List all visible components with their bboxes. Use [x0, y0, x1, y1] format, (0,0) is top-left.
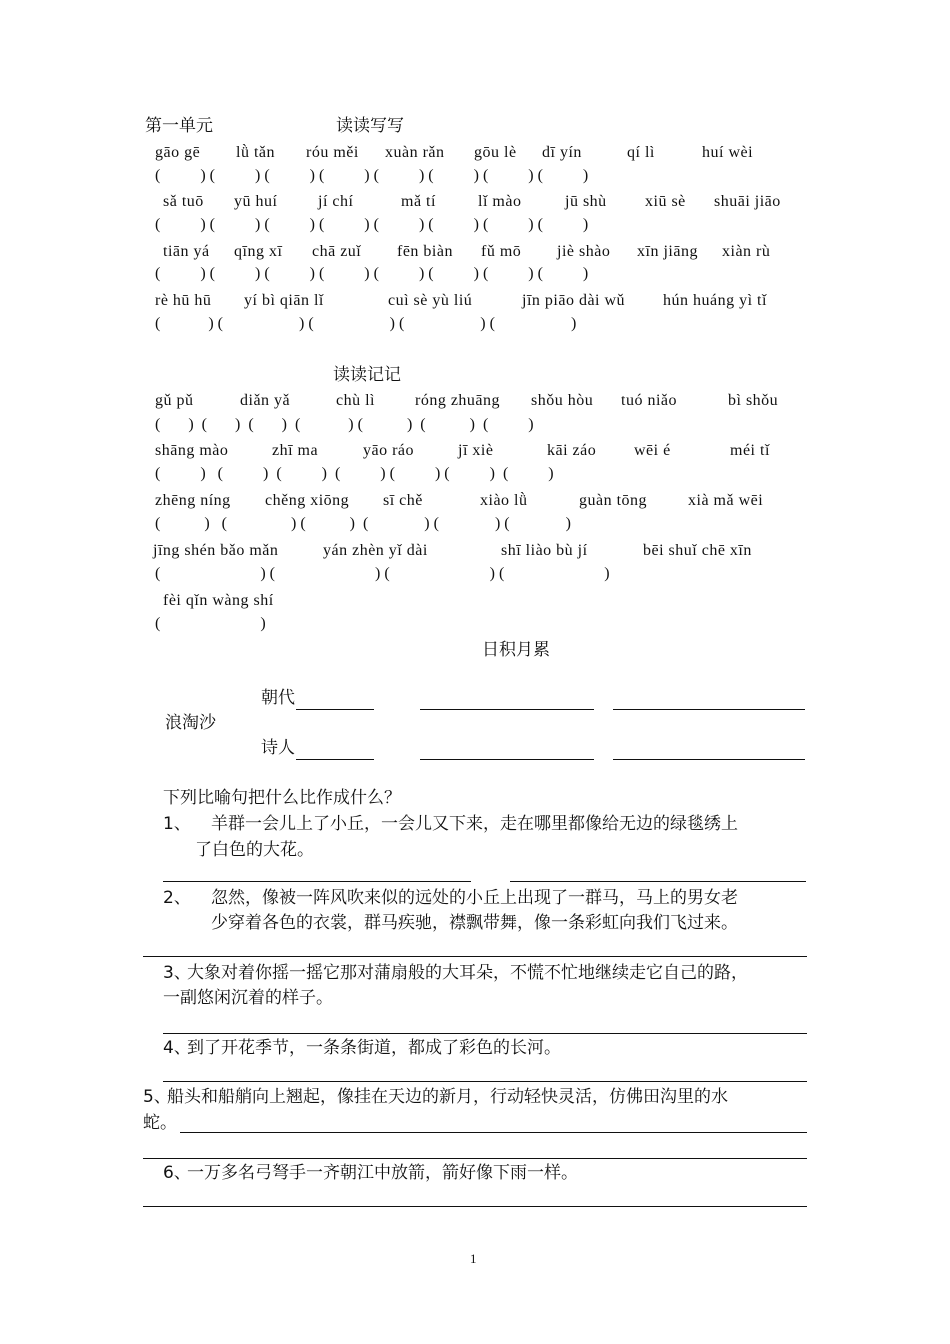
pinyin-item: yāo ráo [363, 442, 415, 459]
dynasty-label: 朝代 [261, 688, 295, 708]
pinyin-item: tiān yá [163, 243, 210, 260]
pinyin-item: shī liào bù jí [501, 542, 588, 559]
answer-line[interactable] [143, 956, 807, 957]
pinyin-item: xuàn rǎn [385, 144, 445, 161]
pinyin-item: xiū sè [645, 193, 686, 210]
pinyin-item: xiàn rù [722, 243, 771, 260]
item-number: 1、 [163, 814, 191, 834]
item-number: 6、 [163, 1163, 191, 1183]
poet-blank[interactable] [613, 759, 805, 760]
pinyin-item: kāi záo [547, 442, 597, 459]
dynasty-blank[interactable] [296, 709, 374, 710]
item-text: 了白色的大花。 [195, 840, 314, 860]
pinyin-item: diǎn yǎ [240, 392, 291, 409]
pinyin-item: jī xiè [458, 442, 494, 459]
pinyin-item: jīn piāo dài wǔ [522, 292, 626, 309]
answer-brackets[interactable]: ( ) ( ) ( ) ( ) ( ) ( ) ( ) [155, 416, 534, 433]
pinyin-item: yán zhèn yǐ dài [323, 542, 428, 559]
pinyin-item: zhēng níng [155, 492, 231, 509]
answer-brackets[interactable]: ( ) ( ) ( ) ( ) ( ) [155, 315, 577, 332]
answer-line[interactable] [180, 1132, 807, 1133]
answer-line[interactable] [143, 1158, 807, 1159]
pinyin-item: rè hū hū [155, 292, 212, 309]
poem-name: 浪淘沙 [165, 713, 216, 733]
unit-title: 第一单元 [145, 116, 213, 136]
pinyin-item: cuì sè yù liú [388, 292, 473, 309]
pinyin-item: qí lì [627, 144, 655, 161]
dynasty-blank[interactable] [613, 709, 805, 710]
answer-line[interactable] [163, 1081, 807, 1082]
item-text: 到了开花季节，一条条街道，都成了彩色的长河。 [187, 1038, 561, 1058]
pinyin-item: dī yín [542, 144, 582, 161]
pinyin-item: róng zhuāng [415, 392, 501, 409]
answer-brackets[interactable]: ( ) ( ) ( ) ( ) ( ) ( ) ( ) [155, 465, 554, 482]
answer-line[interactable] [163, 1033, 807, 1034]
pinyin-item: shāng mào [155, 442, 229, 459]
answer-brackets[interactable]: ( ) ( ) ( ) ( ) ( ) ( ) [155, 515, 571, 532]
page-number: 1 [470, 1251, 477, 1266]
pinyin-item: qīng xī [234, 243, 283, 260]
pinyin-item: gǔ pǔ [155, 392, 194, 409]
pinyin-item: chā zuǐ [312, 243, 362, 260]
pinyin-item: hún huáng yì tǐ [663, 292, 767, 309]
pinyin-item: jū shù [565, 193, 607, 210]
section-accumulate: 日积月累 [482, 640, 550, 660]
answer-brackets[interactable]: ( ) ( ) ( ) ( ) ( ) ( ) ( ) ( ) [155, 265, 589, 282]
answer-brackets[interactable]: ( ) [155, 615, 266, 632]
item-text: 船头和船艄向上翘起，像挂在天边的新月，行动轻快灵活，仿佛田沟里的水 [167, 1087, 728, 1107]
pinyin-item: wēi é [634, 442, 671, 459]
pinyin-item: mǎ tí [401, 193, 436, 210]
pinyin-item: shǒu hòu [531, 392, 594, 409]
pinyin-item: lǐ mào [478, 193, 522, 210]
pinyin-item: jí chí [318, 193, 354, 210]
pinyin-item: chù lì [336, 392, 375, 409]
poet-blank[interactable] [420, 759, 594, 760]
pinyin-item: chěng xiōng [265, 492, 350, 509]
item-text: 大象对着你摇一摇它那对蒲扇般的大耳朵，不慌不忙地继续走它自己的路， [187, 963, 748, 983]
poet-label: 诗人 [261, 738, 295, 758]
pinyin-item: méi tǐ [730, 442, 770, 459]
pinyin-item: fǔ mō [481, 243, 522, 260]
pinyin-item: fēn biàn [397, 243, 453, 260]
section-read-write: 读读写写 [336, 116, 404, 136]
pinyin-item: bì shǒu [728, 392, 779, 409]
pinyin-item: gāo gē [155, 144, 201, 161]
pinyin-item: yū huí [234, 193, 278, 210]
item-text: 忽然，像被一阵风吹来似的远处的小丘上出现了一群马，马上的男女老 [211, 888, 738, 908]
pinyin-item: gōu lè [474, 144, 517, 161]
pinyin-item: sǎ tuō [163, 193, 204, 210]
pinyin-item: xià mǎ wēi [688, 492, 764, 509]
pinyin-item: sī chě [383, 492, 423, 509]
pinyin-item: zhī ma [272, 442, 319, 459]
section-read-remember: 读读记记 [333, 365, 401, 385]
pinyin-item: bēi shuǐ chē xīn [643, 542, 752, 559]
answer-brackets[interactable]: ( ) ( ) ( ) ( ) [155, 565, 610, 582]
simile-question: 下列比喻句把什么比作成什么？ [163, 788, 401, 808]
answer-line[interactable] [143, 1206, 807, 1207]
item-number: 3、 [163, 963, 191, 983]
item-text: 羊群一会儿上了小丘，一会儿又下来，走在哪里都像给无边的绿毯绣上 [211, 814, 738, 834]
item-text: 蛇。 [143, 1113, 177, 1133]
item-text: 一万多名弓弩手一齐朝江中放箭，箭好像下雨一样。 [187, 1163, 578, 1183]
item-text: 少穿着各色的衣裳，群马疾驰，襟飘带舞，像一条彩虹向我们飞过来。 [211, 913, 738, 933]
pinyin-item: huí wèi [702, 144, 754, 161]
dynasty-blank[interactable] [420, 709, 594, 710]
item-number: 2、 [163, 888, 191, 908]
item-number: 4、 [163, 1038, 191, 1058]
pinyin-item: xiào lǜ [480, 492, 528, 509]
pinyin-item: guàn tōng [579, 492, 648, 509]
poet-blank[interactable] [296, 759, 374, 760]
answer-line[interactable] [163, 881, 471, 882]
pinyin-item: xīn jiāng [637, 243, 698, 260]
answer-brackets[interactable]: ( ) ( ) ( ) ( ) ( ) ( ) ( ) ( ) [155, 216, 589, 233]
item-text: 一副悠闲沉着的样子。 [163, 988, 333, 1008]
pinyin-item: tuó niǎo [621, 392, 677, 409]
pinyin-item: shuāi jiāo [714, 193, 781, 210]
pinyin-item: fèi qǐn wàng shí [163, 592, 274, 609]
item-number: 5、 [143, 1087, 171, 1107]
pinyin-item: jīng shén bǎo mǎn [153, 542, 279, 559]
answer-line[interactable] [510, 881, 806, 882]
pinyin-item: róu měi [306, 144, 359, 161]
pinyin-item: jiè shào [557, 243, 611, 260]
answer-brackets[interactable]: ( ) ( ) ( ) ( ) ( ) ( ) ( ) ( ) [155, 167, 589, 184]
pinyin-item: lǜ tǎn [236, 144, 275, 161]
pinyin-item: yí bì qiān lǐ [244, 292, 324, 309]
